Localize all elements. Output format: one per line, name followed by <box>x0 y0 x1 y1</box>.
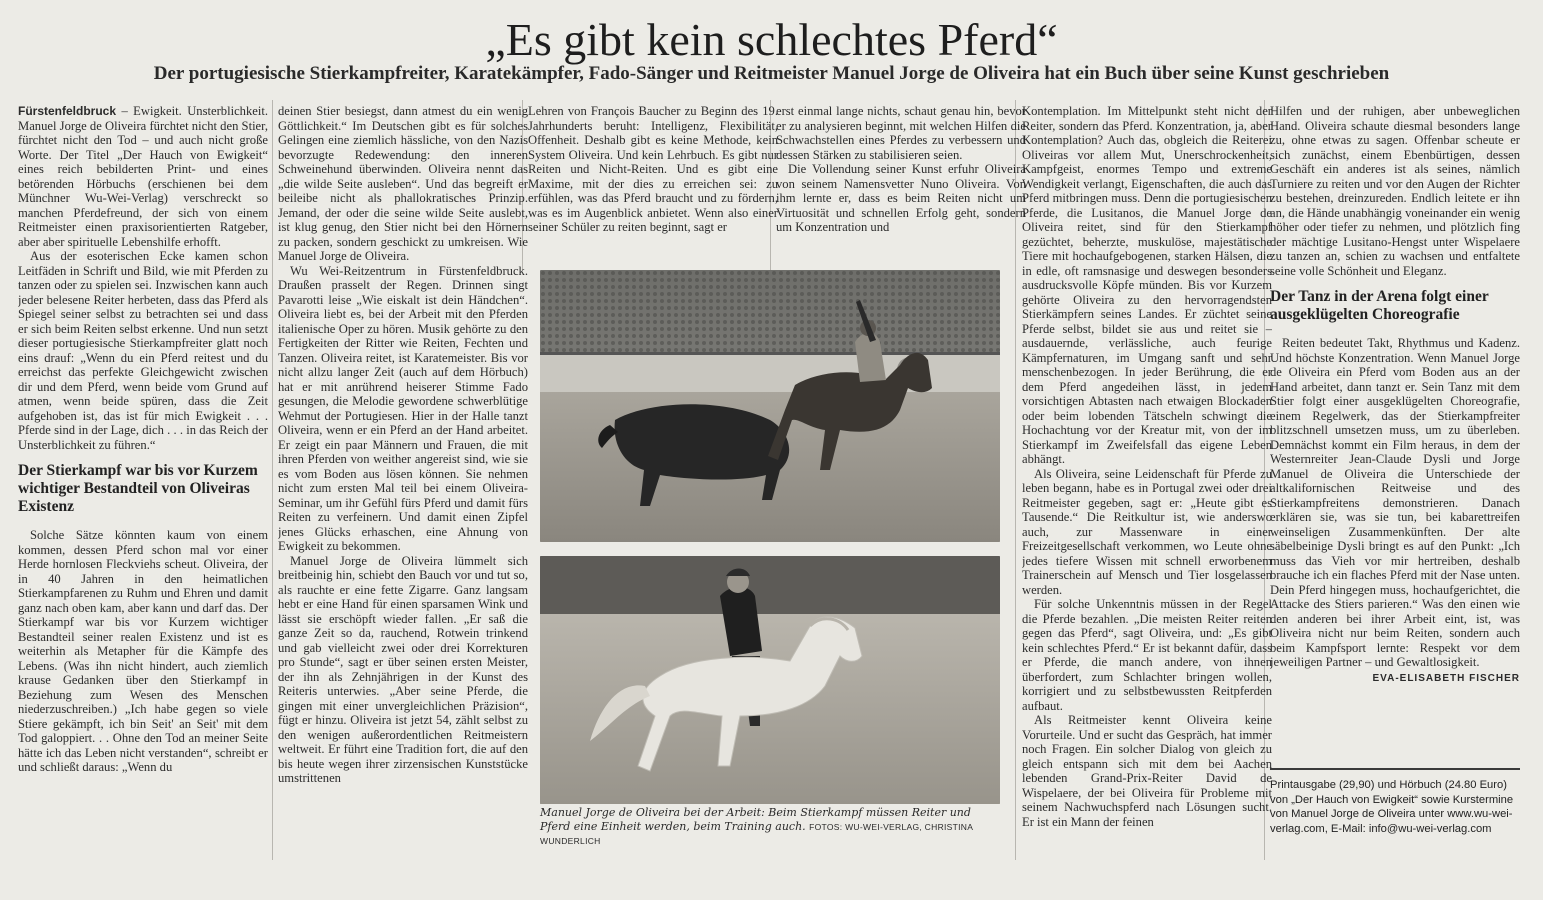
article-paragraph: deinen Stier besiegst, dann atmest du ein wenig Göttlichkeit.“ Im Deutschen gibt es für solches Gelingen eine ziemlich hässliche, von den Nazis bevorzugte Redewendung: den inneren Schweinehund überwinden. Oliveira nennt das „die wilde Seite ausleben“. Und das begreift er beileibe nicht als phallokratisches Prinzip. Jemand, der oder die seine wilde Seite auslebt, ist klug genug, den Stier nicht bei den Hörnern zu packen, sondern geschickt zu umkreisen. Wie Manuel Jorge de Oliveira. <box>278 104 528 263</box>
article-column-2 <box>278 104 528 856</box>
article-paragraph: Solche Sätze könnten kaum von einem kommen, dessen Pferd schon mal vor einer Herde hornlosen Fleckviehs scheut. Oliveira, der in 40 Jahren in den heimatlichen Stierkampfarenen zu Ruhm und Ehren und damit ganz nach oben kam, aber kann und darf das. Der Stierkampf war bis vor Kurzem wichtiger Bestandteil seiner realen Existenz und ist es weiterhin als Metapher für die Kämpfe des Lebens. (Was ihn nicht hindert, auch ziemlich krause Gedanken über den Stierkampf in Beziehung zum Wesen des Menschen niederzuschreiben.) „Ich habe gegen so viele Stiere gekämpft, ich bin Seit' an Seit' mit dem Tod galoppiert. . . Ohne den Tod an meiner Seite hätte ich das Leben nicht verstanden“, schreibt er und schließt daraus: „Wenn du <box>18 528 268 774</box>
article-paragraph: Reiten bedeutet Takt, Rhythmus und Kadenz. Und höchste Konzentration. Wenn Manuel Jorge de Oliveira ein Pferd vom Boden aus an der Hand arbeitet, dann tanzt er. Sein Tanz mit dem Stier folgt einer ausgeklügelten Choreografie, einem Regelwerk, das der Stierkampfreiter blitzschnell umsetzen muss, um zu überleben. Demnächst kommt ein Film heraus, in dem der Westernreiter Jean-Claude Dysli und Jorge Manuel de Oliveira die Unterschiede der altkalifornischen Reitweise und des Stierkampfreitens demonstrieren. Danach erklären sie, was sie tun, bei kabarettreifen weinseligen Zusammenkünften. Der alte säbelbeinige Dysli bringt es auf den Punkt: „Ich muss das Vieh vor mir hertreiben, deshalb brauche ich ein flaches Pferd mit der Nase unten. Dein Pferd hingegen muss, hochaufgerichtet, die Attacke des Stiers parieren.“ Was den einen wie den anderen bei ihrer Arbeit eint, ist, was Oliveira nicht nur beim Reiten, sondern auch beim Kampfsport lernte: Respekt vor dem jeweiligen Partner – und Gewaltlosigkeit. <box>1270 336 1520 669</box>
photo-caption: Manuel Jorge de Oliveira bei der Arbeit: Beim Stierkampf müssen Reiter und Pferd eine Einheit werden, beim Training auch. FOTOS: WU-WEI-VERLAG, CHRISTINA WUNDERLICH <box>540 806 973 846</box>
article-column-4 <box>776 104 1026 264</box>
bullfight-photo <box>540 270 1000 542</box>
article-paragraph: Wu Wei-Reitzentrum in Fürstenfeldbruck. Draußen prasselt der Regen. Drinnen singt Pavarotti leise „Wie eiskalt ist dein Händchen“. Oliveira liebt es, bei der Arbeit mit den Pferden italienische Oper zu hören. Musik gehörte zu den Fertigkeiten der Ritter wie Reiten, Fechten und Tanzen. Oliveira reitet, ist Karatemeister. Bis vor nicht allzu langer Zeit (auch auf dem Hörbuch) hat er mit anrührend heiserer Stimme Fado gesungen, die Melodie gewordene schwerblütige Wehmut der Portugiesen. Hier in der Halle tanzt Oliveira, wenn er ein Pferd an der Hand arbeitet. Er zeigt ein paar Männern und Frauen, die mit ihren Pferden von weither angereist sind, wie sie es vom Boden aus lösen können. Sie nehmen nicht zum ersten Mal teil bei einem Oliveira-Seminar, um ihr Gefühl fürs Pferd und damit fürs Reiten zu verfeinern. Und damit einen Zipfel jenes Glücks erhaschen, eine Ahnung von Ewigkeit zu bekommen. <box>278 263 528 553</box>
intertitle: Der Tanz in der Arena folgt einer ausgeklügelten Choreografie <box>1270 288 1489 323</box>
article-paragraph: Aus der esoterischen Ecke kamen schon Leitfäden in Schrift und Bild, wie mit Pferden zu tanzen oder zu spielen sei. Inzwischen kann auch jeder belesene Reiter herbeten, dass das Pferd als Spiegel seiner selbst zu betrachten sei und dass er sich beim Reiten selbst erkenne. Und nun setzt dieser portugiesische Stierkampfreiter glatt noch eins drauf: „Wenn du ein Pferd reitest und du erreichst das perfekte Gleichgewicht zwischen dir und dem Pferd, wenn beide vom Grund auf atmen, wenn beide spüren, dass die Zeit aufgehoben ist, das ist für mich Ewigkeit . . . Pferde sind in der Lage, dich . . . in das Reich der Unsterblichkeit zu führen.“ <box>18 249 268 452</box>
article-paragraph: Als Oliveira, seine Leidenschaft für Pferde zu leben begann, habe es in Portugal zwei oder drei Reitmeister gegeben, sagt er: „Heute gibt es Tausende.“ Die Reitkultur ist, wie anderswo auch, zur Massenware in einer Freizeitgesellschaft verkommen, wo Leute ohne jedes tiefere Wissen mit schnell erworbenem Trainerschein auf Mensch und Tier losgelassen werden. <box>1022 466 1272 597</box>
headline: „Es gibt kein schlechtes Pferd“ <box>485 14 1058 65</box>
article-paragraph: erst einmal lange nichts, schaut genau hin, bevor er zu analysieren beginnt, mit welchen Hilfen die Schwachstellen eines Pferdes zu verbessern und dessen Stärken zu stabilisieren seien. <box>776 104 1026 162</box>
article-paragraph: Die Vollendung seiner Kunst erfuhr Oliveira von seinem Namensvetter Nuno Oliveira. Von ihm lernte er, dass es beim Reiten nicht um Virtuosität und schnellen Erfolg geht, sondern um Konzentration und <box>776 162 1026 234</box>
article-paragraph: Fürstenfeldbruck – Ewigkeit. Unsterblichkeit. Manuel Jorge de Oliveira fürchtet nicht den Stier, fürchtet nicht den Tod – und auch nicht große Worte. Der Titel „Der Hauch von Ewigkeit“ eines reich bebilderten Print- und eines betörenden Hörbuchs (erschienen bei dem Münchner Wu-Wei-Verlag) verschreckt so manchen Pferdefreund, der sich von einem Reitmeister einen praxisorientierten Ratgeber, aber aber spirituelle Lebenshilfe erhofft. <box>18 104 268 249</box>
article-paragraph: Manuel Jorge de Oliveira lümmelt sich breitbeinig hin, schiebt den Bauch vor und tut so, als rauchte er eine fette Zigarre. Ganz langsam hebt er eine Hand für einen sparsamen Wink und lässt sie erschöpft wieder fallen. „Er saß die ganze Zeit so da, rauchend, Rotwein trinkend und gab vielleicht zwei oder drei Korrekturen pro Stunde“, sagt er über seinen ersten Meister, der ihn als Zehnjährigen in der Kunst des Reiteris unterwies. „Aber seine Pferde, die gingen mit einer unvergleichlichen Präzision“, fügt er hinzu. Oliveira ist jetzt 54, zählt selbst zu den wenigen außerordentlichen Reitmeistern weltweit. Er führt eine Tradition fort, die auf den bis heute wegen ihrer zirzensischen Kunststücke umstrittenen <box>278 553 528 785</box>
article-column-3 <box>528 104 778 264</box>
intertitle: Der Stierkampf war bis vor Kurzem wichtiger Bestandteil von Oliveiras Existenz <box>18 462 258 515</box>
article-column-5 <box>1022 104 1272 844</box>
photo-credit: FOTOS: WU-WEI-VERLAG, CHRISTINA WUNDERLICH <box>540 822 973 846</box>
training-photo <box>540 556 1000 804</box>
article-column-6 <box>1270 104 1520 764</box>
article-paragraph: Hilfen und der ruhigen, aber unbeweglichen Hand. Oliveira schaute diesmal besonders lange zu, ohne etwas zu sagen. Offenbar scheute er sich zunächst, einem Ebenbürtigen, dessen Geschäft ein anderes ist als seines, nämlich Turniere zu reiten und vor den Augen der Richter zu bestehen, dreinzureden. Endlich leitete er ihn an, die Hände unabhängig voneinander ein wenig höher oder tiefer zu nehmen, und plötzlich fing der mächtige Lusitano-Hengst unter Wispelaere zu tanzen an, schien zu wachsen und entfaltete seine volle Schönheit und Eleganz. <box>1270 104 1520 278</box>
article-column-1 <box>18 104 268 856</box>
article-paragraph: Als Reitmeister kennt Oliveira keine Vorurteile. Und er sucht das Gespräch, hat immer noch Fragen. Ein solcher Dialog von gleich zu gleich entspann sich mit dem bei Aachen lebenden Grand-Prix-Reiter David de Wispelaere, der bei Oliveira für Probleme mit seinem Nachwuchspferd nach Lösungen sucht. Er ist ein Mann der feinen <box>1022 713 1272 829</box>
dateline: Fürstenfeldbruck <box>18 104 117 118</box>
article-paragraph: Kontemplation. Im Mittelpunkt steht nicht der Reiter, sondern das Pferd. Konzentration, ja, aber Kontemplation? Auch das, obgleich die Reiterei Oliveiras vor allem Mut, Unerschrockenheit, Kampfgeist, enormes Tempo und extreme Wendigkeit verlangt, Eigenschaften, die auch das Pferd mitbringen muss. Denn die portugiesischen Pferde, die Lusitanos, die Manuel Jorge de Oliveira reitet, sind für den Stierkampf gezüchtet, beherzte, muskulöse, majestätische Tiere mit hochaufgebogenen, starken Hälsen, die in edle, oft ramsnasige und deswegen besonders ausdrucksvolle Köpfe münden. Bis vor Kurzem gehörte Oliveira zu den hervorragendsten Stierkämpfern seines Landes. Er züchtet seine Pferde selbst, bildet sie aus und reitet sie – ausdauernde, verlässliche, auch feurige Kämpfernaturen, im Umgang sanft und sehr menschenbezogen. In jeder Berührung, die er dem Pferd angedeihen lässt, in jedem vorsichtigen Abtasten nach etwaigen Blockaden oder beim lobenden Tätscheln schwingt die Hochachtung vor der Kreatur mit, von der im Stierkampf im Zweifelsfall das eigene Leben abhängt. <box>1022 104 1272 466</box>
article-paragraph: Für solche Unkenntnis müssen in der Regel die Pferde bezahlen. „Die meisten Reiter reiten gegen das Pferd“, sagt Oliveira, und: „Es gibt kein schlechtes Pferd.“ Er ist bekannt dafür, dass er Pferde, die manch andere, von ihnen überfordert, zum Schlachter bringen wollen, korrigiert und zu selbstbewussten Reitpferden aufbaut. <box>1022 597 1272 713</box>
author-byline: EVA-ELISABETH FISCHER <box>1372 672 1520 684</box>
info-box: Printausgabe (29,90) und Hörbuch (24.80 Euro) von „Der Hauch von Ewigkeit“ sowie Kurstermine von Manuel Jorge de Oliveira unter www.wu-wei-verlag.com, E-Mail: info@wu-wei-verlag.com <box>1270 768 1520 836</box>
article-paragraph: Lehren von François Baucher zu Beginn des 19. Jahrhunderts beruht: Intelligenz, Flexibilität, Offenheit. Deshalb gibt es keine Methode, kein System Oliveira. Und kein Lehrbuch. Es gibt nur Reiten und Nicht-Reiten. Und es gibt eine Maxime, mit der dies zu erreichen sei: zu erfühlen, was das Pferd braucht und zu fördern, was es im Augenblick anbietet. Wenn also einer seiner Schüler zu reiten beginnt, sagt er <box>528 104 778 234</box>
column-rule <box>272 100 273 860</box>
subheadline: Der portugiesische Stierkampfreiter, Karatekämpfer, Fado-Sänger und Reitmeister Manuel Jorge de Oliveira hat ein Buch über seine Kunst geschrieben <box>153 63 1390 84</box>
